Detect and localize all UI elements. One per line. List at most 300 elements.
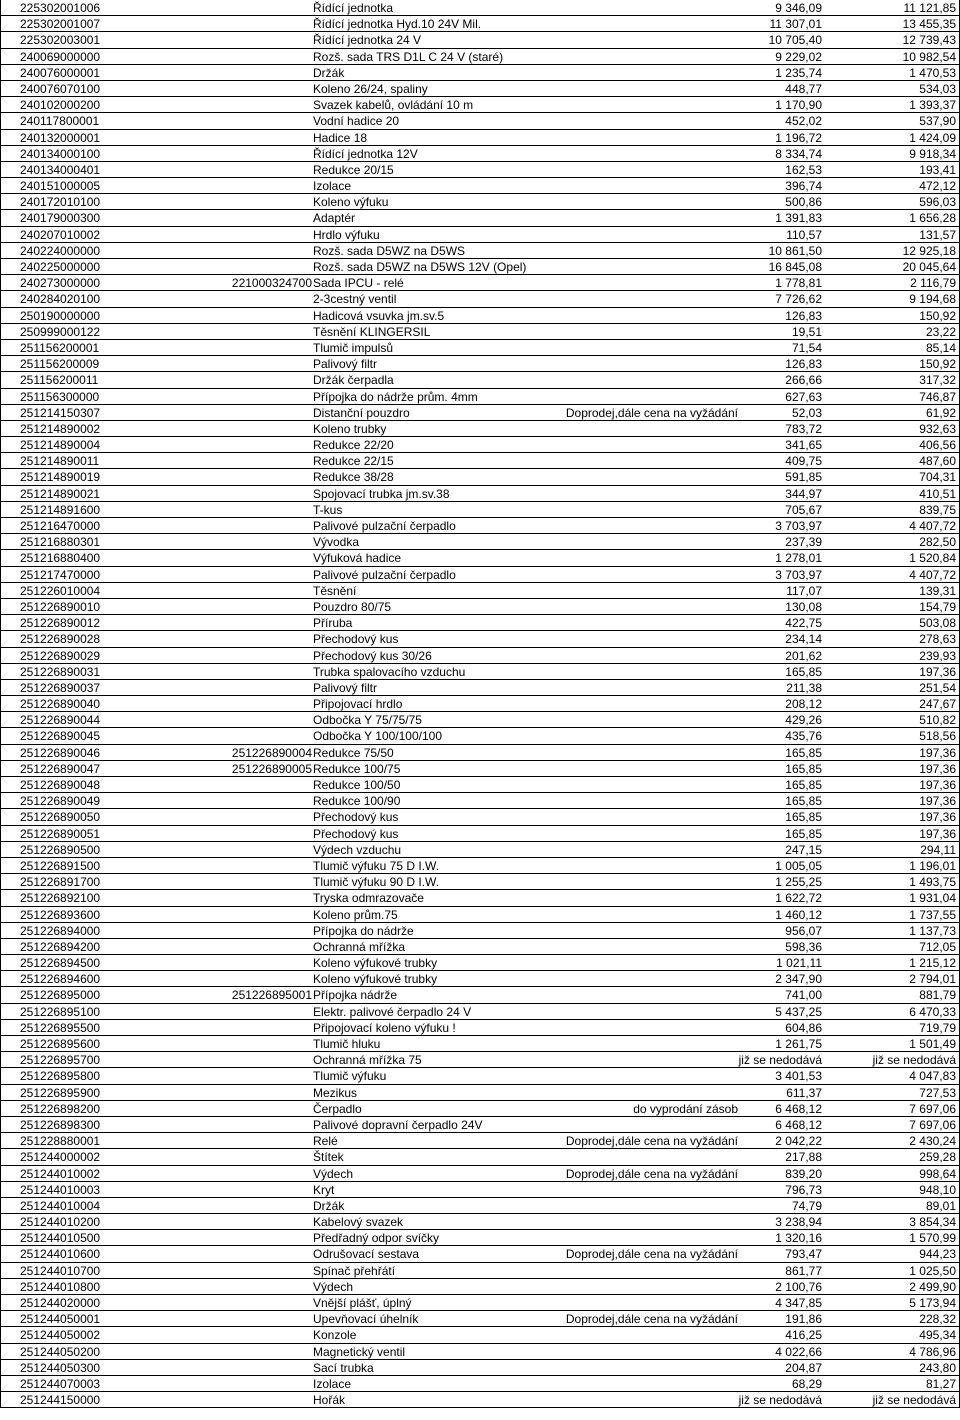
part-name: Rozš. sada D5WZ na D5WS 12V (Opel)	[313, 260, 527, 274]
part-number: 240151000005	[20, 179, 101, 194]
part-number: 251214891600	[20, 502, 101, 517]
price-incl-vat: 932,63	[919, 421, 956, 436]
part-name: Koleno výfukové trubky	[313, 956, 438, 971]
price-excl-vat: 452,02	[785, 114, 822, 129]
part-number: 240134000401	[20, 162, 101, 177]
part-name: Redukce 20/15	[313, 162, 394, 177]
part-number: 251226890048	[20, 778, 101, 792]
part-number: 240132000001	[20, 130, 101, 145]
part-name: Štítek	[313, 1150, 344, 1165]
table-row	[0, 16, 960, 32]
table-row	[0, 664, 960, 680]
availability-note: Doprodej,dále cena na vyžádání	[565, 1312, 738, 1327]
part-name: Příruba	[313, 616, 353, 631]
part-number: 251226898200	[20, 1101, 101, 1116]
price-excl-vat: 6 468,12	[775, 1101, 822, 1116]
table-row	[0, 923, 960, 939]
table-row	[0, 842, 960, 858]
price-incl-vat: 4 047,83	[909, 1069, 956, 1084]
part-number: 251226895900	[20, 1085, 101, 1100]
part-number: 251226895500	[20, 1020, 101, 1035]
price-incl-vat: 13 455,35	[902, 17, 956, 32]
part-name: Spínač přehřátí	[313, 1263, 396, 1278]
part-name: Přechodový kus	[313, 826, 399, 841]
part-number: 251226895800	[20, 1069, 101, 1084]
part-number: 251226890010	[20, 599, 101, 614]
price-incl-vat: 243,80	[919, 1360, 956, 1375]
price-excl-vat: 4 022,66	[775, 1344, 822, 1359]
part-number: 251226890028	[20, 632, 101, 647]
price-incl-vat: 12 739,43	[902, 33, 956, 48]
price-incl-vat: 596,03	[919, 195, 956, 210]
price-incl-vat: 487,60	[919, 454, 956, 469]
table-row	[0, 437, 960, 453]
part-name: Koleno výfukové trubky	[313, 972, 438, 987]
part-number: 240134000100	[20, 146, 101, 161]
table-row	[0, 1392, 960, 1408]
part-number: 251244010200	[20, 1215, 101, 1230]
price-incl-vat: 9 918,34	[909, 146, 956, 161]
part-name: Pouzdro 80/75	[313, 599, 392, 614]
part-number: 251226895100	[20, 1004, 101, 1019]
part-number: 250190000000	[20, 308, 101, 323]
table-row	[0, 1311, 960, 1327]
price-excl-vat: 1 021,11	[776, 956, 822, 971]
price-incl-vat: 1 931,04	[909, 891, 956, 906]
table-row	[0, 389, 960, 405]
price-excl-vat: 266,66	[785, 373, 822, 388]
part-number: 251244010800	[20, 1279, 101, 1294]
price-incl-vat: 3 854,34	[909, 1215, 956, 1230]
part-number: 251226890012	[20, 616, 101, 631]
part-name: Předřadný odpor svíčky	[313, 1231, 440, 1246]
part-number: 251244010500	[20, 1231, 101, 1246]
price-incl-vat: 7 697,06	[909, 1101, 956, 1116]
price-incl-vat: 228,32	[919, 1312, 956, 1327]
table-row	[0, 826, 960, 842]
price-excl-vat: 3 703,97	[775, 519, 822, 533]
part-number: 251217470000	[20, 567, 101, 582]
price-excl-vat: 796,73	[785, 1182, 822, 1197]
part-name: Palivový filtr	[313, 357, 378, 372]
table-row	[0, 1344, 960, 1360]
part-number: 240102000200	[20, 98, 101, 113]
part-number: 225302001007	[20, 17, 101, 32]
table-row	[0, 696, 960, 712]
price-excl-vat: 19,51	[791, 324, 822, 339]
price-excl-vat: 165,85	[785, 761, 822, 776]
table-row	[0, 421, 960, 437]
part-name: Vývodka	[313, 535, 360, 550]
price-excl-vat: již se nedodává	[738, 1053, 822, 1068]
part-number: 251244000002	[20, 1150, 101, 1165]
part-name: Držák	[313, 65, 345, 80]
part-name: Tlumič výfuku 90 D I.W.	[313, 875, 440, 890]
part-name: Izolace	[313, 1376, 352, 1391]
price-excl-vat: 341,65	[785, 438, 822, 453]
price-excl-vat: 3 401,53	[775, 1069, 822, 1084]
table-row	[0, 49, 960, 65]
table-row	[0, 291, 960, 307]
table-row	[0, 340, 960, 356]
part-number: 251244010002	[20, 1166, 101, 1181]
table-row	[0, 680, 960, 696]
price-excl-vat: 1 391,83	[775, 211, 822, 226]
part-number: 251228880001	[20, 1134, 101, 1149]
price-excl-vat: již se nedodává	[738, 1393, 822, 1408]
availability-note: Doprodej,dále cena na vyžádání	[565, 1134, 738, 1149]
price-excl-vat: 3 238,94	[775, 1215, 822, 1230]
part-number: 240117800001	[20, 114, 100, 129]
part-name: Držák	[313, 1198, 345, 1213]
table-row	[0, 793, 960, 809]
price-excl-vat: 396,74	[785, 179, 822, 194]
table-row	[0, 874, 960, 890]
price-excl-vat: 8 334,74	[775, 146, 822, 161]
availability-note: do vyprodání zásob	[633, 1101, 738, 1116]
table-row	[0, 1133, 960, 1149]
price-incl-vat: 1 393,37	[909, 98, 956, 113]
price-excl-vat: 11 307,01	[769, 17, 822, 32]
part-number: 251216880400	[20, 551, 101, 566]
table-row	[0, 32, 960, 48]
price-excl-vat: 1 255,25	[775, 875, 822, 890]
table-row	[0, 1246, 960, 1262]
price-incl-vat: 6 470,33	[909, 1004, 956, 1019]
price-incl-vat: 81,27	[925, 1376, 956, 1391]
price-excl-vat: 5 437,25	[775, 1004, 822, 1019]
table-row	[0, 939, 960, 955]
price-incl-vat: 197,36	[919, 778, 956, 792]
part-number: 251214150307	[20, 405, 101, 420]
price-excl-vat: 130,08	[785, 599, 822, 614]
price-excl-vat: 217,88	[785, 1150, 822, 1165]
price-incl-vat: již se nedodává	[872, 1393, 956, 1408]
price-incl-vat: 746,87	[919, 389, 956, 404]
table-row	[0, 243, 960, 259]
table-row	[0, 890, 960, 906]
table-row	[0, 1295, 960, 1311]
table-row	[0, 745, 960, 761]
table-row	[0, 113, 960, 129]
part-number: 251214890021	[20, 486, 101, 501]
price-excl-vat: 344,97	[785, 486, 822, 501]
price-excl-vat: 6 468,12	[775, 1117, 822, 1132]
price-incl-vat: 4 786,96	[909, 1344, 956, 1359]
part-name: Izolace	[313, 179, 352, 194]
price-excl-vat: 2 042,22	[775, 1134, 822, 1149]
price-incl-vat: 948,10	[919, 1182, 956, 1197]
price-incl-vat: 1 656,28	[909, 211, 956, 226]
price-incl-vat: 1 025,50	[909, 1263, 956, 1278]
table-row	[0, 275, 960, 291]
table-row	[0, 567, 960, 583]
part-number: 251244020000	[20, 1296, 101, 1310]
price-excl-vat: 409,75	[785, 454, 822, 469]
price-excl-vat: 4 347,85	[775, 1296, 822, 1310]
part-number: 251214890004	[20, 438, 101, 453]
part-name: Přechodový kus 30/26	[313, 648, 432, 663]
price-excl-vat: 1 622,72	[775, 891, 822, 906]
table-row	[0, 987, 960, 1003]
part-name: Hadicová vsuvka jm.sv.5	[313, 308, 445, 323]
part-name: 2-3cestný ventil	[313, 292, 397, 307]
price-excl-vat: 793,47	[785, 1247, 822, 1262]
price-excl-vat: 591,85	[785, 470, 822, 485]
price-excl-vat: 126,83	[785, 308, 822, 323]
table-row	[0, 0, 960, 16]
price-incl-vat: 12 925,18	[902, 243, 956, 258]
part-number: 251244010004	[20, 1198, 101, 1213]
table-row	[0, 469, 960, 485]
price-excl-vat: 1 460,12	[775, 907, 822, 922]
price-excl-vat: 247,15	[785, 842, 822, 857]
price-excl-vat: 1 235,74	[775, 65, 822, 80]
part-name: Odbočka Y 100/100/100	[313, 729, 442, 744]
table-row	[0, 728, 960, 744]
part-name: Připojovací koleno výfuku !	[313, 1020, 456, 1035]
part-number: 251226890046	[20, 745, 101, 760]
table-row	[0, 1036, 960, 1052]
price-incl-vat: 239,93	[919, 648, 956, 663]
price-incl-vat: 472,12	[919, 179, 956, 194]
table-row	[0, 550, 960, 566]
part-number: 240076000001	[20, 65, 101, 80]
price-incl-vat: 534,03	[919, 81, 956, 96]
price-incl-vat: 11 121,85	[903, 1, 956, 15]
part-number: 251244050200	[20, 1344, 101, 1359]
price-excl-vat: 204,87	[785, 1360, 822, 1375]
part-name: Redukce 100/90	[313, 794, 401, 809]
part-name: Koleno prům.75	[313, 907, 398, 922]
part-number: 251226890029	[20, 648, 101, 663]
part-name: Držák čerpadla	[313, 373, 394, 388]
price-excl-vat: 71,54	[791, 340, 822, 355]
part-name: Sada IPCU - relé	[313, 276, 404, 291]
part-number: 251226891500	[20, 858, 101, 873]
table-row	[0, 1360, 960, 1376]
part-name: Redukce 22/20	[313, 438, 394, 453]
price-excl-vat: 9 229,02	[775, 49, 822, 64]
part-name: Tlumič hluku	[313, 1037, 381, 1051]
part-name: Vnější plášť, úplný	[313, 1296, 412, 1310]
price-excl-vat: 165,85	[785, 794, 822, 809]
part-number: 251226892100	[20, 891, 101, 906]
part-name: Připojovací hrdlo	[313, 697, 403, 712]
table-row	[0, 372, 960, 388]
part-number: 240172010100	[20, 195, 101, 210]
part-number: 251156300000	[20, 389, 100, 404]
part-number: 251244050002	[20, 1328, 101, 1343]
price-incl-vat: 131,57	[919, 227, 956, 242]
part-name: Přechodový kus	[313, 632, 399, 647]
price-incl-vat: 1 501,49	[909, 1037, 956, 1051]
availability-note: Doprodej,dále cena na vyžádání	[565, 405, 738, 420]
price-excl-vat: 1 320,16	[775, 1231, 822, 1246]
table-row	[0, 227, 960, 243]
table-row	[0, 502, 960, 518]
part-number: 240076070100	[20, 81, 101, 96]
price-incl-vat: 20 045,64	[902, 260, 956, 274]
part-number: 250999000122	[20, 324, 101, 339]
part-number: 240069000000	[20, 49, 101, 64]
price-excl-vat: 237,39	[785, 535, 822, 550]
part-name: Elektr. palivové čerpadlo 24 V	[313, 1004, 472, 1019]
part-name: Palivový filtr	[313, 680, 378, 695]
part-number: 251226898300	[20, 1117, 101, 1132]
price-excl-vat: 165,85	[785, 745, 822, 760]
table-row	[0, 971, 960, 987]
table-row	[0, 65, 960, 81]
price-incl-vat: 944,23	[919, 1247, 956, 1262]
price-excl-vat: 165,85	[785, 778, 822, 792]
part-name: Redukce 38/28	[313, 470, 394, 485]
table-row	[0, 1182, 960, 1198]
table-row	[0, 1279, 960, 1295]
part-name: Distanční pouzdro	[313, 405, 410, 420]
table-row	[0, 162, 960, 178]
part-name: Sací trubka	[313, 1360, 374, 1375]
price-incl-vat: 317,32	[919, 373, 956, 388]
price-excl-vat: 1 778,81	[775, 276, 822, 291]
price-incl-vat: již se nedodává	[872, 1053, 956, 1068]
price-excl-vat: 52,03	[791, 405, 822, 420]
part-number: 251156200011	[20, 373, 99, 388]
price-incl-vat: 1 520,84	[909, 551, 956, 566]
part-name: Tlumič výfuku	[313, 1069, 387, 1084]
part-number: 251214890019	[20, 470, 101, 485]
part-name: Řídící jednotka 24 V	[313, 33, 422, 48]
part-number: 251226895000	[20, 988, 101, 1003]
price-incl-vat: 410,51	[919, 486, 956, 501]
part-number: 251226891700	[20, 875, 101, 890]
table-row	[0, 955, 960, 971]
availability-note: Doprodej,dále cena na vyžádání	[565, 1166, 738, 1181]
price-incl-vat: 278,63	[919, 632, 956, 647]
part-name: Konzole	[313, 1328, 357, 1343]
replacement-number: 251226890005	[231, 761, 312, 776]
part-number: 240225000000	[20, 260, 101, 274]
price-incl-vat: 5 173,94	[909, 1296, 956, 1310]
price-incl-vat: 85,14	[925, 340, 956, 355]
price-excl-vat: 416,25	[785, 1328, 822, 1343]
price-excl-vat: 234,14	[785, 632, 822, 647]
price-excl-vat: 162,53	[785, 162, 822, 177]
part-name: Řídící jednotka 12V	[313, 146, 418, 161]
price-incl-vat: 7 697,06	[909, 1117, 956, 1132]
part-name: Palivové dopravní čerpadlo 24V	[313, 1117, 483, 1132]
table-row	[0, 1376, 960, 1392]
replacement-number: 221000324700	[231, 276, 312, 291]
table-row	[0, 518, 960, 534]
part-name: Řídící jednotka	[313, 1, 394, 15]
price-excl-vat: 839,20	[785, 1166, 822, 1181]
price-incl-vat: 282,50	[919, 535, 956, 550]
price-incl-vat: 712,05	[919, 939, 956, 954]
part-name: Těsnění	[313, 583, 357, 598]
table-row	[0, 146, 960, 162]
price-excl-vat: 16 845,08	[768, 260, 822, 274]
part-number: 251226893600	[20, 907, 101, 922]
part-number: 251214890002	[20, 421, 101, 436]
price-incl-vat: 4 407,72	[909, 519, 956, 533]
price-incl-vat: 704,31	[919, 470, 956, 485]
part-name: Ochranná mřížka	[313, 939, 406, 954]
part-number: 251226890051	[20, 826, 101, 841]
part-number: 251226890037	[20, 680, 101, 695]
part-name: Hrdlo výfuku	[313, 227, 380, 242]
part-name: Upevňovací úhelník	[313, 1312, 419, 1327]
part-number: 251226890031	[20, 664, 101, 679]
part-name: Rozš. sada D5WZ na D5WS	[313, 243, 466, 258]
table-row	[0, 809, 960, 825]
price-incl-vat: 537,90	[919, 114, 956, 129]
price-excl-vat: 165,85	[785, 810, 822, 825]
table-row	[0, 1117, 960, 1133]
price-excl-vat: 598,36	[785, 939, 822, 954]
part-name: Hadice 18	[313, 130, 368, 145]
price-incl-vat: 503,08	[919, 616, 956, 631]
part-name: Rozš. sada TRS D1L C 24 V (staré)	[313, 49, 504, 64]
table-row	[0, 907, 960, 923]
table-row	[0, 1263, 960, 1279]
part-number: 251156200001	[20, 340, 100, 355]
table-row	[0, 1068, 960, 1084]
part-name: Tlumič impulsů	[313, 340, 394, 355]
availability-note: Doprodej,dále cena na vyžádání	[565, 1247, 738, 1262]
price-incl-vat: 2 116,79	[910, 276, 956, 291]
part-number: 251244010003	[20, 1182, 101, 1197]
table-row	[0, 534, 960, 550]
part-number: 240284020100	[20, 292, 101, 307]
table-row	[0, 308, 960, 324]
price-incl-vat: 1 493,75	[909, 875, 956, 890]
price-excl-vat: 705,67	[785, 502, 822, 517]
price-incl-vat: 1 137,73	[909, 923, 956, 938]
part-name: Odrušovací sestava	[313, 1247, 420, 1262]
price-incl-vat: 2 794,01	[909, 972, 956, 987]
part-name: Hořák	[313, 1393, 346, 1408]
price-incl-vat: 719,79	[919, 1020, 956, 1035]
price-incl-vat: 197,36	[919, 810, 956, 825]
part-number: 251244070003	[20, 1376, 101, 1391]
table-row	[0, 486, 960, 502]
part-name: Trubka spalovacího vzduchu	[313, 664, 466, 679]
part-number: 240207010002	[20, 227, 101, 242]
price-incl-vat: 998,64	[919, 1166, 956, 1181]
table-row	[0, 130, 960, 146]
part-number: 251244050300	[20, 1360, 101, 1375]
part-number: 251226895600	[20, 1037, 101, 1051]
price-incl-vat: 1 196,01	[909, 858, 956, 873]
price-incl-vat: 197,36	[919, 826, 956, 841]
part-name: Vodní hadice 20	[313, 114, 400, 129]
price-excl-vat: 956,07	[785, 923, 822, 938]
price-excl-vat: 201,62	[785, 648, 822, 663]
price-incl-vat: 197,36	[919, 761, 956, 776]
part-name: Magnetický ventil	[313, 1344, 406, 1359]
price-excl-vat: 74,79	[791, 1198, 822, 1213]
price-excl-vat: 191,86	[785, 1312, 822, 1327]
part-number: 240273000000	[20, 276, 101, 291]
table-row	[0, 194, 960, 210]
part-name: Mezikus	[313, 1085, 358, 1100]
part-number: 251244010600	[20, 1247, 101, 1262]
table-row	[0, 1166, 960, 1182]
price-excl-vat: 1 278,01	[775, 551, 822, 566]
price-excl-vat: 117,07	[786, 583, 822, 598]
part-number: 251226894200	[20, 939, 101, 954]
